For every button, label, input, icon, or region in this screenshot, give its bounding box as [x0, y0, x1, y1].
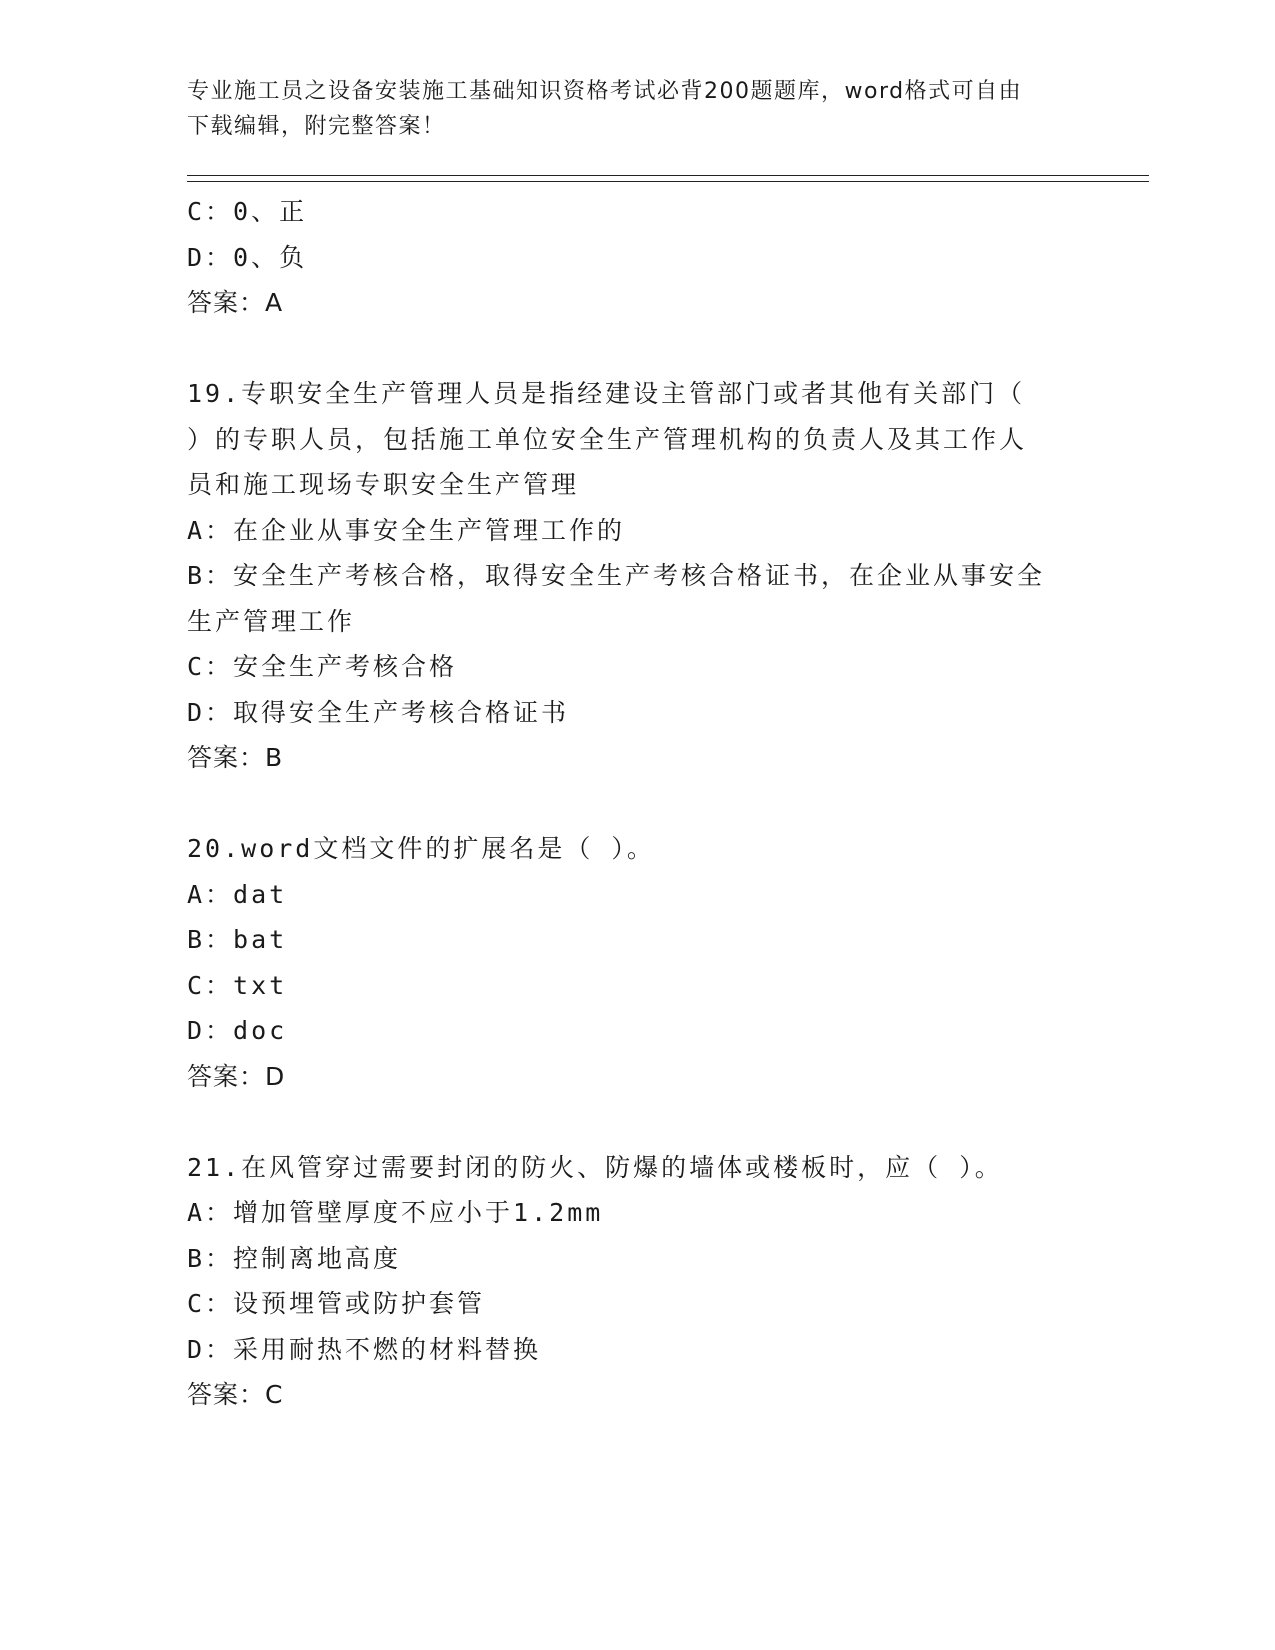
option-b-continued: 生产管理工作 — [187, 606, 356, 636]
header-rule-bottom — [187, 181, 1149, 182]
option-d: D：0、负 — [187, 242, 308, 272]
answer: 答案：C — [187, 1380, 284, 1409]
answer: 答案：B — [187, 743, 284, 772]
option-a: A：增加管壁厚度不应小于1.2mm — [187, 1198, 604, 1227]
option-d: D：doc — [187, 1016, 288, 1045]
question-content — [187, 189, 1087, 1418]
question-stem: 21.在风管穿过需要封闭的防火、防爆的墙体或楼板时，应（ ）。 — [187, 1152, 1003, 1182]
option-c: C：0、正 — [187, 197, 308, 226]
document-header — [187, 74, 1067, 144]
option-c: C：安全生产考核合格 — [187, 652, 458, 681]
option-b: B：控制离地高度 — [187, 1243, 402, 1273]
question-21 — [187, 1145, 1087, 1418]
question-stem-line: 员和施工现场专职安全生产管理 — [187, 470, 580, 499]
header-line-2: 下载编辑，附完整答案！ — [187, 114, 446, 139]
question-stem: 20.word文档文件的扩展名是（ ）。 — [187, 834, 655, 863]
answer: 答案：D — [187, 1061, 286, 1091]
option-a: A：在企业从事安全生产管理工作的 — [187, 515, 626, 545]
option-c: C：设预埋管或防护套管 — [187, 1289, 486, 1318]
question-stem-line: 19.专职安全生产管理人员是指经建设主管部门或者其他有关部门（ — [187, 379, 1026, 408]
header-line-1: 专业施工员之设备安装施工基础知识资格考试必背200题题库，word格式可自由 — [187, 79, 1023, 104]
option-d: D：采用耐热不燃的材料替换 — [187, 1334, 542, 1364]
option-c: C：txt — [187, 970, 288, 1000]
option-b: B：安全生产考核合格，取得安全生产考核合格证书，在企业从事安全 — [187, 561, 1046, 590]
spacer — [187, 326, 1087, 372]
question-19 — [187, 371, 1087, 781]
header-rule-top — [187, 175, 1149, 176]
option-d: D：取得安全生产考核合格证书 — [187, 697, 570, 727]
option-a: A：dat — [187, 879, 288, 909]
answer: 答案：A — [187, 288, 284, 317]
option-b: B：bat — [187, 925, 288, 954]
question-18-tail — [187, 189, 1087, 326]
question-stem-line: ）的专职人员，包括施工单位安全生产管理机构的负责人及其工作人 — [187, 424, 1028, 454]
question-20 — [187, 826, 1087, 1099]
spacer — [187, 781, 1087, 827]
spacer — [187, 1099, 1087, 1145]
